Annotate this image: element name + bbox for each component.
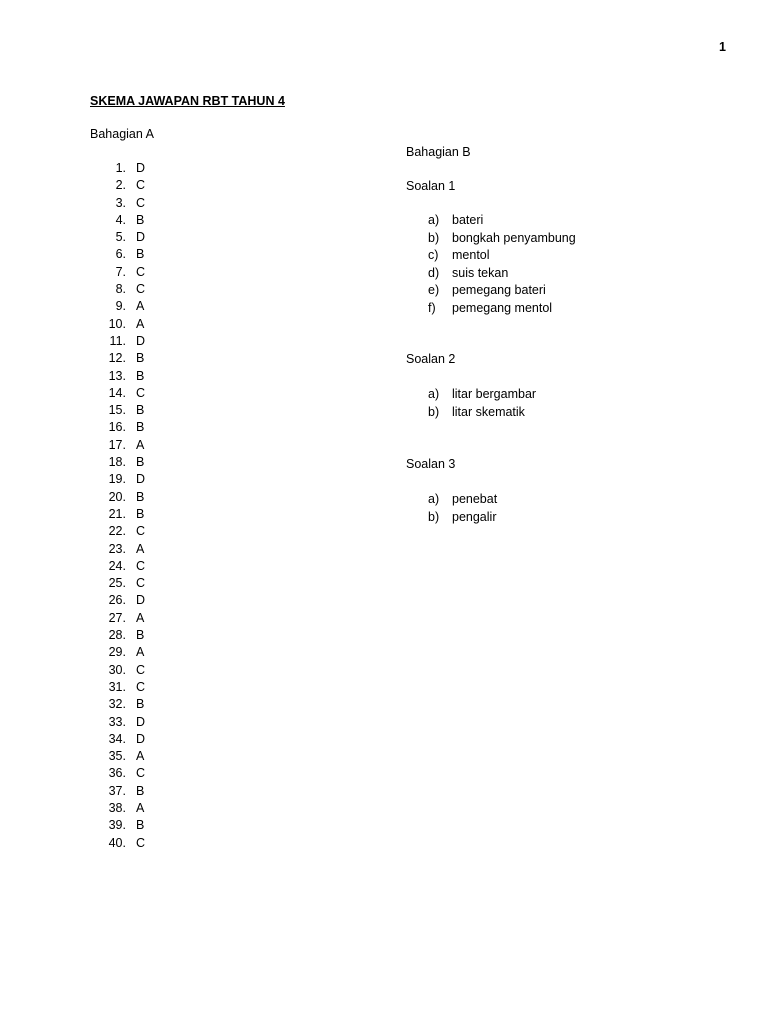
answer-letter: C bbox=[136, 766, 146, 781]
answer-letter: B bbox=[136, 420, 145, 435]
answer-letter: C bbox=[136, 264, 146, 279]
sub-answer-letter: b) bbox=[428, 230, 440, 245]
answer-row bbox=[96, 454, 145, 471]
sub-answer-letter: f) bbox=[428, 300, 436, 315]
answer-row bbox=[96, 385, 145, 402]
soalan-1-heading: Soalan 1 bbox=[406, 179, 456, 193]
sub-answer-item bbox=[428, 404, 536, 422]
answer-row bbox=[96, 714, 145, 731]
answer-letter: C bbox=[136, 835, 146, 850]
sub-answer-letter: a) bbox=[428, 492, 440, 506]
answer-row bbox=[96, 541, 145, 558]
answer-row bbox=[96, 783, 145, 800]
sub-answer-item bbox=[428, 247, 576, 265]
answer-number: 31. bbox=[108, 679, 126, 694]
sub-answer-text: bongkah penyambung bbox=[452, 230, 576, 245]
answer-number: 2. bbox=[115, 178, 126, 193]
answer-letter: B bbox=[136, 351, 145, 366]
answer-number: 39. bbox=[108, 818, 126, 833]
sub-answer-letter: b) bbox=[428, 509, 440, 524]
document-title: SKEMA JAWAPAN RBT TAHUN 4 bbox=[90, 94, 285, 108]
answer-row bbox=[96, 644, 145, 661]
answer-letter: D bbox=[136, 333, 146, 348]
answer-letter: B bbox=[136, 783, 145, 798]
answer-number: 22. bbox=[108, 524, 126, 539]
sub-answer-letter: a) bbox=[428, 387, 440, 401]
answer-row bbox=[96, 558, 145, 575]
answer-row bbox=[96, 402, 145, 419]
answer-letter: B bbox=[136, 506, 145, 521]
sub-answer-item bbox=[428, 265, 576, 283]
answer-letter: D bbox=[136, 230, 146, 245]
answer-letter: A bbox=[136, 316, 145, 331]
answer-letter: B bbox=[136, 247, 145, 262]
answer-letter: A bbox=[136, 800, 145, 815]
sub-answer-item bbox=[428, 509, 497, 527]
answer-letter: B bbox=[136, 489, 145, 504]
answer-row bbox=[96, 368, 145, 385]
page-number: 1 bbox=[719, 40, 726, 54]
answer-number: 1. bbox=[115, 161, 126, 175]
answer-number: 16. bbox=[108, 420, 126, 435]
answer-row bbox=[96, 316, 145, 333]
answer-row bbox=[96, 489, 145, 506]
answer-row bbox=[96, 229, 145, 246]
answer-letter: A bbox=[136, 610, 145, 625]
sub-answer-text: pemegang mentol bbox=[452, 300, 553, 315]
answer-number: 35. bbox=[108, 749, 126, 764]
bahagian-a-heading: Bahagian A bbox=[90, 127, 154, 141]
sub-answer-text: penebat bbox=[452, 492, 498, 506]
answer-number: 21. bbox=[108, 506, 126, 521]
answer-row bbox=[96, 264, 145, 281]
answer-letter: B bbox=[136, 403, 145, 418]
soalan-2-list bbox=[428, 386, 536, 421]
answer-row bbox=[96, 437, 145, 454]
answer-number: 36. bbox=[108, 766, 126, 781]
answer-row bbox=[96, 835, 145, 852]
answer-row bbox=[96, 748, 145, 765]
answer-row bbox=[96, 177, 145, 194]
sub-answer-item bbox=[428, 386, 536, 404]
answer-row bbox=[96, 523, 145, 540]
answer-number: 34. bbox=[108, 731, 126, 746]
sub-answer-text: litar bergambar bbox=[452, 387, 537, 401]
answer-letter: A bbox=[136, 541, 145, 556]
answer-number: 6. bbox=[115, 247, 126, 262]
answer-number: 17. bbox=[108, 437, 126, 452]
answer-row bbox=[96, 817, 145, 834]
answer-letter: C bbox=[136, 385, 146, 400]
answer-number: 28. bbox=[108, 628, 126, 643]
sub-answer-item bbox=[428, 212, 576, 230]
answer-letter: B bbox=[136, 368, 145, 383]
answer-number: 18. bbox=[108, 455, 126, 470]
sub-answer-item bbox=[428, 230, 576, 248]
answer-number: 10. bbox=[108, 316, 126, 331]
bahagian-b-heading: Bahagian B bbox=[406, 145, 471, 159]
answer-number: 33. bbox=[108, 714, 126, 729]
answer-number: 13. bbox=[108, 368, 126, 383]
answer-row bbox=[96, 679, 145, 696]
answer-row bbox=[96, 731, 145, 748]
answer-row bbox=[96, 160, 145, 177]
answer-row bbox=[96, 350, 145, 367]
answer-number: 24. bbox=[108, 558, 126, 573]
answer-letter: C bbox=[136, 195, 146, 210]
answer-number: 37. bbox=[108, 783, 126, 798]
sub-answer-letter: d) bbox=[428, 265, 440, 280]
answer-letter: C bbox=[136, 558, 146, 573]
answer-number: 23. bbox=[108, 541, 126, 556]
sub-answer-text: pengalir bbox=[452, 509, 497, 524]
answer-letter: C bbox=[136, 178, 146, 193]
answer-number: 8. bbox=[115, 282, 126, 297]
sub-answer-letter: a) bbox=[428, 213, 440, 227]
answer-letter: B bbox=[136, 455, 145, 470]
answer-letter: C bbox=[136, 524, 146, 539]
sub-answer-letter: c) bbox=[428, 248, 439, 262]
sub-answer-text: pemegang bateri bbox=[452, 283, 546, 297]
answer-number: 20. bbox=[108, 489, 126, 504]
sub-answer-letter: e) bbox=[428, 283, 440, 297]
bahagian-a-answer-list bbox=[96, 160, 145, 852]
answer-row bbox=[96, 281, 145, 298]
answer-letter: D bbox=[136, 161, 146, 175]
answer-number: 9. bbox=[115, 299, 126, 314]
answer-letter: D bbox=[136, 731, 146, 746]
answer-letter: B bbox=[136, 212, 145, 227]
answer-letter: C bbox=[136, 662, 146, 677]
sub-answer-letter: b) bbox=[428, 404, 440, 419]
soalan-1-list bbox=[428, 212, 576, 317]
answer-letter: C bbox=[136, 679, 146, 694]
answer-row bbox=[96, 627, 145, 644]
answer-row bbox=[96, 610, 145, 627]
answer-letter: D bbox=[136, 593, 146, 608]
answer-letter: B bbox=[136, 818, 145, 833]
answer-row bbox=[96, 696, 145, 713]
answer-letter: C bbox=[136, 576, 146, 591]
answer-row bbox=[96, 506, 145, 523]
sub-answer-text: suis tekan bbox=[452, 265, 509, 280]
answer-letter: A bbox=[136, 437, 145, 452]
sub-answer-text: litar skematik bbox=[452, 404, 525, 419]
answer-number: 38. bbox=[108, 800, 126, 815]
answer-row bbox=[96, 333, 145, 350]
answer-letter: D bbox=[136, 472, 146, 487]
answer-row bbox=[96, 662, 145, 679]
answer-number: 5. bbox=[115, 230, 126, 245]
answer-number: 15. bbox=[108, 403, 126, 418]
answer-number: 32. bbox=[108, 697, 126, 712]
sub-answer-text: bateri bbox=[452, 213, 484, 227]
sub-answer-item bbox=[428, 491, 497, 509]
answer-number: 26. bbox=[108, 593, 126, 608]
sub-answer-item bbox=[428, 282, 576, 300]
answer-number: 25. bbox=[108, 576, 126, 591]
answer-row bbox=[96, 195, 145, 212]
answer-letter: A bbox=[136, 299, 145, 314]
answer-letter: A bbox=[136, 645, 145, 660]
answer-number: 30. bbox=[108, 662, 126, 677]
soalan-2-heading: Soalan 2 bbox=[406, 352, 456, 366]
answer-letter: C bbox=[136, 282, 146, 297]
answer-number: 11. bbox=[109, 333, 126, 348]
answer-row bbox=[96, 575, 145, 592]
answer-number: 40. bbox=[108, 835, 126, 850]
answer-number: 3. bbox=[115, 195, 126, 210]
answer-letter: B bbox=[136, 628, 145, 643]
answer-number: 4. bbox=[115, 212, 126, 227]
answer-row bbox=[96, 419, 145, 436]
answer-number: 7. bbox=[115, 264, 126, 279]
soalan-3-list bbox=[428, 491, 497, 526]
answer-row bbox=[96, 765, 145, 782]
answer-number: 19. bbox=[108, 472, 126, 487]
answer-letter: D bbox=[136, 714, 146, 729]
answer-number: 14. bbox=[108, 385, 126, 400]
sub-answer-text: mentol bbox=[452, 248, 490, 262]
answer-number: 29. bbox=[108, 645, 126, 660]
answer-row bbox=[96, 592, 145, 609]
sub-answer-item bbox=[428, 300, 576, 318]
answer-row bbox=[96, 212, 145, 229]
answer-row bbox=[96, 800, 145, 817]
answer-letter: A bbox=[136, 749, 145, 764]
answer-letter: B bbox=[136, 697, 145, 712]
answer-number: 12. bbox=[108, 351, 126, 366]
answer-row bbox=[96, 298, 145, 315]
answer-row bbox=[96, 246, 145, 263]
answer-row bbox=[96, 471, 145, 488]
answer-number: 27. bbox=[108, 610, 126, 625]
soalan-3-heading: Soalan 3 bbox=[406, 457, 456, 471]
